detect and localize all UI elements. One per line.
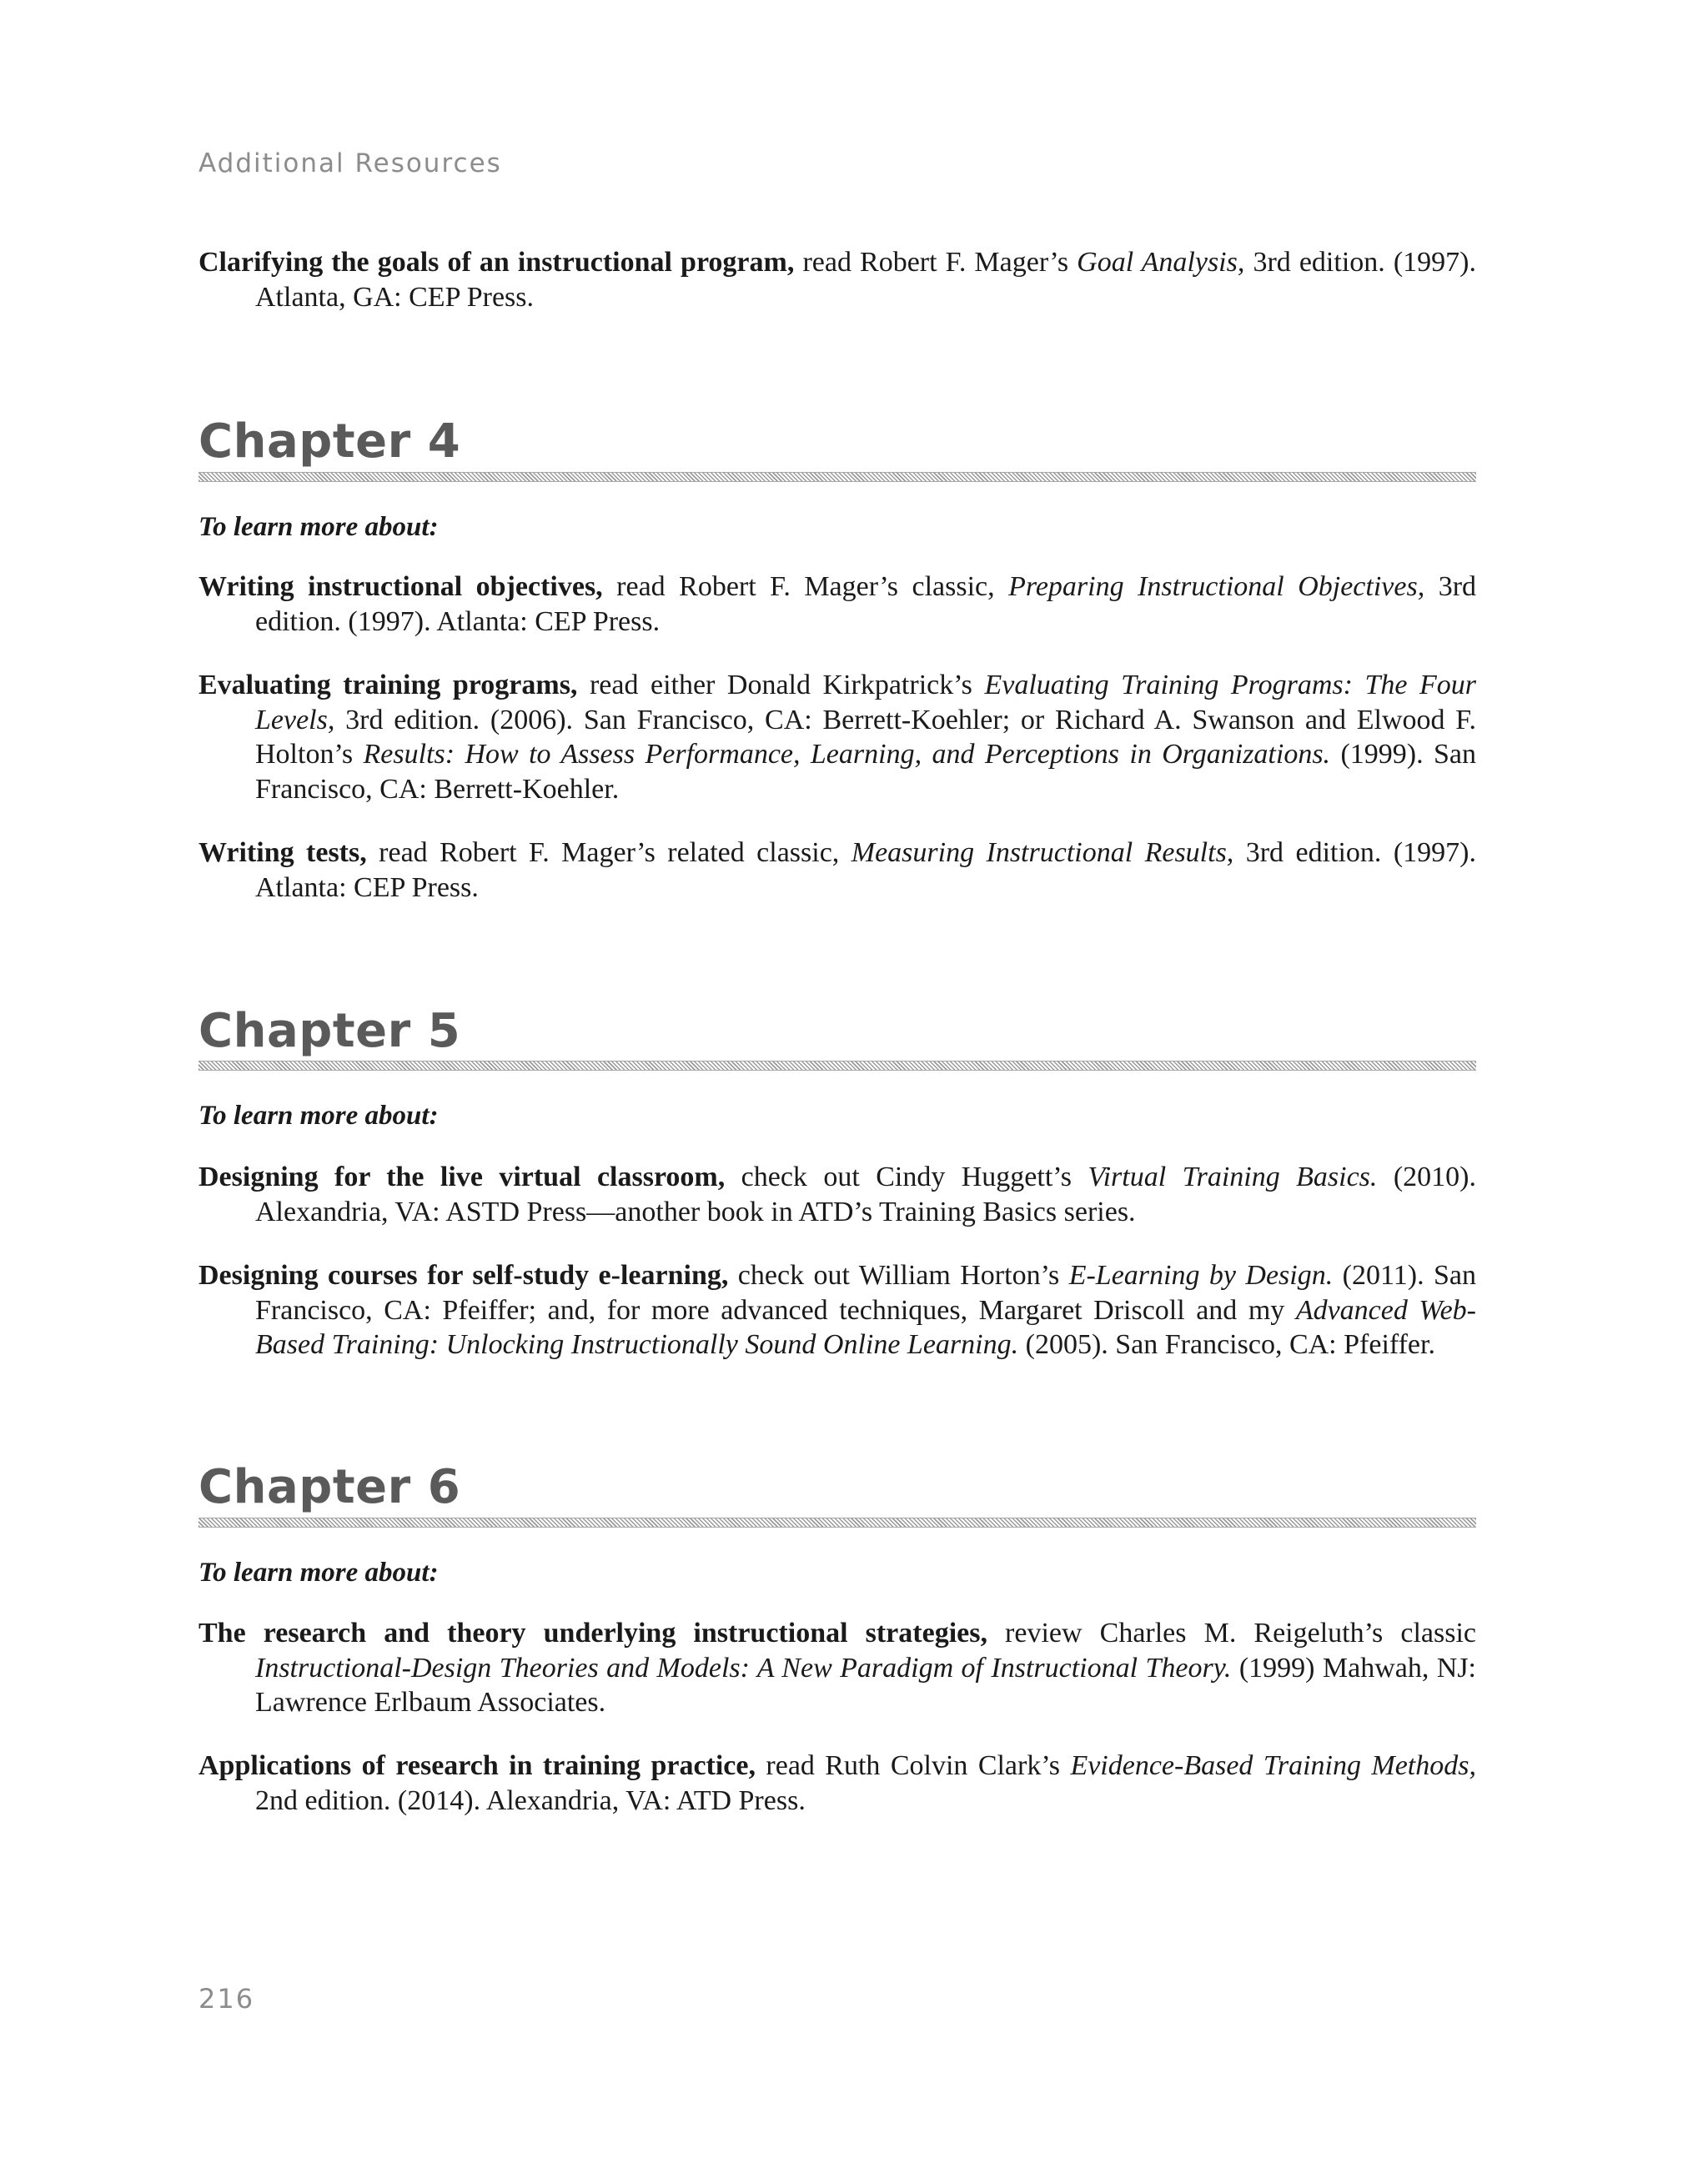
book-title: Results: How to Assess Performance, Learning, and Perceptions in Organizations. [363,739,1331,770]
book-title: E-Learning by Design. [1068,1260,1334,1291]
entry-text: read Ruth Colvin Clark’s [756,1750,1071,1781]
book-title: Preparing Instructional Objectives, [1008,571,1425,602]
entry-text: (2005). San Francisco, CA: Pfeiffer. [1018,1329,1435,1360]
entry-lead: Designing courses for self-study e-learning, [198,1260,729,1291]
chapter-6-entry-applications [198,1749,1476,1818]
entry-text: check out William Horton’s [728,1260,1069,1291]
chapter-5-rule [198,1061,1476,1071]
entry-lead: Clarifying the goals of an instructional program, [198,247,795,278]
book-title: Instructional-Design Theories and Models: A New Paradigm of Instructional Theory. [255,1652,1232,1684]
entry-lead: Writing instructional objectives, [198,571,603,602]
entry-lead: Writing tests, [198,837,367,868]
chapter-6-rule [198,1518,1476,1528]
entry-text: (2011). San Francisco, CA: Pfeiffer; and, for more advanced techniques, Margaret Driscoll and my [255,1260,1477,1326]
entry-text: 3rd edition. (2006). San Francisco, CA: Berrett-Koehler; or Richard A. Swanson and Elwood F. Holton’s [255,704,1476,770]
entry-text: review Charles M. Reigeluth’s classic [987,1618,1477,1649]
entry-text: (1999). San Francisco, CA: Berrett-Koehler. [255,739,1476,805]
book-title: Advanced Web-Based Training: Unlocking Instructionally Sound Online Learning. [255,1294,1476,1360]
chapter-4-rule [198,472,1476,482]
chapter-6-entry-research [198,1616,1476,1720]
entry-lead: The research and theory underlying instructional strategies, [198,1618,987,1649]
entry-text: 3rd edition. (1997). Atlanta, GA: CEP Press. [255,247,1476,313]
book-title: Evaluating Training Programs: The Four Levels, [255,670,1476,735]
entry-lead: Evaluating training programs, [198,670,578,700]
book-title: Measuring Instructional Results, [851,837,1234,868]
entry-text: read Robert F. Mager’s related classic, [366,837,851,868]
intro-entry [198,245,1476,314]
chapter-4-entry-evaluating [198,668,1476,806]
entry-lead: Applications of research in training practice, [198,1750,756,1781]
entry-lead: Designing for the live virtual classroom, [198,1162,726,1192]
entry-text: (1999) Mahwah, NJ: Lawrence Erlbaum Associates. [255,1652,1477,1718]
chapter-4-entry-tests [198,836,1476,905]
book-title: Goal Analysis, [1077,247,1245,278]
chapter-5-entry-virtual [198,1160,1476,1229]
chapter-5-entry-elearning [198,1258,1476,1363]
chapter-4-entry-objectives [198,570,1476,639]
entry-text: (2010). Alexandria, VA: ASTD Press—another book in ATD’s Training Basics series. [255,1162,1476,1227]
entry-text: 2nd edition. (2014). Alexandria, VA: ATD Press. [255,1784,806,1816]
chapter-5-learn-more: To learn more about: [198,1101,439,1131]
book-title: Evidence-Based Training Methods, [1070,1750,1476,1781]
chapter-6-learn-more: To learn more about: [198,1558,439,1588]
chapter-5-title: Chapter 5 [198,1004,461,1058]
entry-text: read Robert F. Mager’s classic, [602,571,1009,602]
entry-text: read either Donald Kirkpatrick’s [577,670,985,700]
book-title: Virtual Training Basics. [1088,1162,1378,1192]
entry-text: 3rd edition. (1997). Atlanta: CEP Press. [255,571,1477,637]
entry-text: check out Cindy Huggett’s [725,1162,1088,1192]
entry-text: 3rd edition. (1997). Atlanta: CEP Press. [255,837,1476,903]
page-number: 216 [198,1983,255,2015]
entry-text: read Robert F. Mager’s [794,247,1078,278]
running-head: Additional Resources [198,148,502,178]
chapter-4-learn-more: To learn more about: [198,512,439,542]
chapter-6-title: Chapter 6 [198,1460,461,1514]
chapter-4-title: Chapter 4 [198,414,461,469]
